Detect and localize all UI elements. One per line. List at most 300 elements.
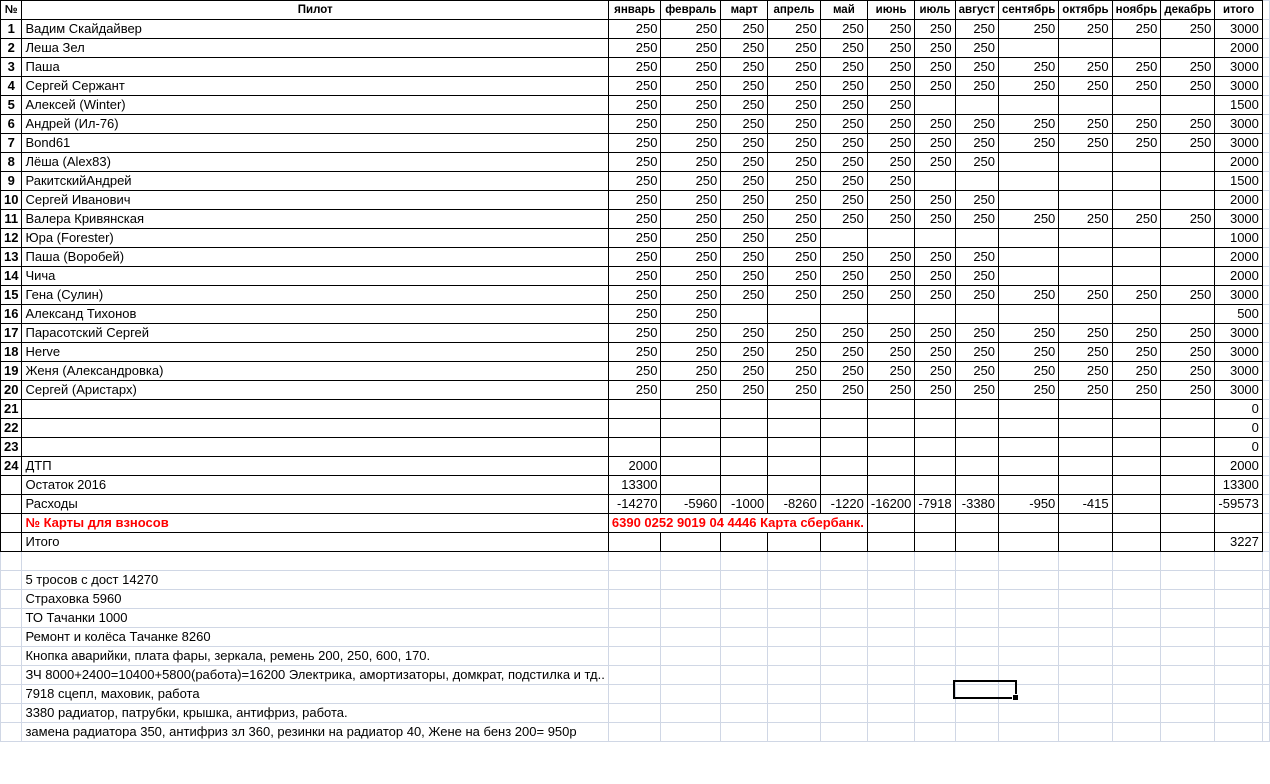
payment-cell[interactable] — [915, 438, 955, 457]
payment-cell[interactable] — [1161, 495, 1215, 514]
payment-cell[interactable] — [1112, 438, 1161, 457]
payment-cell[interactable] — [999, 305, 1059, 324]
empty-cell[interactable] — [1262, 647, 1269, 666]
payment-cell[interactable] — [955, 457, 998, 476]
empty-cell[interactable] — [608, 552, 661, 571]
payment-cell[interactable]: 250 — [721, 191, 768, 210]
empty-cell[interactable] — [867, 685, 914, 704]
payment-cell[interactable]: 250 — [608, 210, 661, 229]
total-cell[interactable]: 1500 — [1215, 96, 1262, 115]
total-cell[interactable]: 3000 — [1215, 343, 1262, 362]
payment-cell[interactable]: 250 — [1161, 20, 1215, 39]
empty-cell[interactable] — [1112, 590, 1161, 609]
empty-cell[interactable] — [661, 571, 721, 590]
empty-cell[interactable] — [1262, 628, 1269, 647]
payment-cell[interactable]: 250 — [915, 77, 955, 96]
payment-cell[interactable]: 250 — [867, 58, 914, 77]
empty-cell[interactable] — [1059, 685, 1112, 704]
payment-cell[interactable]: 250 — [768, 58, 821, 77]
payment-cell[interactable] — [1059, 39, 1112, 58]
cell[interactable] — [608, 533, 661, 552]
payment-cell[interactable] — [1161, 400, 1215, 419]
empty-cell[interactable] — [955, 552, 998, 571]
payment-cell[interactable]: 250 — [955, 115, 998, 134]
payment-cell[interactable]: 250 — [915, 362, 955, 381]
payment-cell[interactable]: 250 — [915, 267, 955, 286]
pilot-name[interactable]: Чича — [22, 267, 608, 286]
payment-cell[interactable]: 250 — [721, 286, 768, 305]
payment-cell[interactable] — [1059, 96, 1112, 115]
payment-cell[interactable] — [768, 476, 821, 495]
payment-cell[interactable]: 250 — [1059, 343, 1112, 362]
empty-cell[interactable] — [1262, 419, 1269, 438]
empty-cell[interactable] — [1, 647, 22, 666]
payment-cell[interactable]: 250 — [1112, 58, 1161, 77]
payment-cell[interactable]: 2000 — [608, 457, 661, 476]
empty-cell[interactable] — [1215, 552, 1262, 571]
payment-cell[interactable] — [1161, 39, 1215, 58]
column-header[interactable]: сентябрь — [999, 1, 1059, 20]
empty-cell[interactable] — [768, 609, 821, 628]
payment-cell[interactable]: 250 — [867, 248, 914, 267]
empty-cell[interactable] — [1262, 191, 1269, 210]
payment-cell[interactable] — [1112, 248, 1161, 267]
empty-cell[interactable] — [915, 571, 955, 590]
row-number[interactable]: 2 — [1, 39, 22, 58]
payment-cell[interactable]: 250 — [1161, 324, 1215, 343]
note-text[interactable]: Страховка 5960 — [22, 590, 608, 609]
payment-cell[interactable]: 250 — [820, 362, 867, 381]
pilot-name[interactable]: Леша Зел — [22, 39, 608, 58]
empty-cell[interactable] — [721, 609, 768, 628]
row-number[interactable]: 23 — [1, 438, 22, 457]
payment-cell[interactable]: 250 — [1059, 134, 1112, 153]
payment-cell[interactable]: 13300 — [608, 476, 661, 495]
payment-cell[interactable]: 250 — [915, 248, 955, 267]
payment-cell[interactable]: 250 — [955, 362, 998, 381]
payment-cell[interactable]: 250 — [768, 229, 821, 248]
column-header[interactable]: май — [820, 1, 867, 20]
empty-cell[interactable] — [820, 723, 867, 742]
cell[interactable] — [768, 533, 821, 552]
empty-cell[interactable] — [1262, 248, 1269, 267]
note-text[interactable]: замена радиатора 350, антифриз зл 360, резинки на радиатор 40, Жене на бенз 200= 950р — [22, 723, 608, 742]
empty-cell[interactable] — [1262, 153, 1269, 172]
payment-cell[interactable]: 250 — [915, 191, 955, 210]
cell[interactable] — [1059, 533, 1112, 552]
payment-cell[interactable] — [1059, 400, 1112, 419]
row-number[interactable]: 9 — [1, 172, 22, 191]
payment-cell[interactable] — [1161, 191, 1215, 210]
payment-cell[interactable]: 250 — [608, 381, 661, 400]
payment-cell[interactable]: 250 — [955, 267, 998, 286]
payment-cell[interactable]: 250 — [915, 210, 955, 229]
payment-cell[interactable]: 250 — [608, 153, 661, 172]
payment-cell[interactable] — [1112, 305, 1161, 324]
pilot-name[interactable]: Парасотский Сергей — [22, 324, 608, 343]
empty-cell[interactable] — [999, 647, 1059, 666]
empty-cell[interactable] — [1112, 723, 1161, 742]
column-header[interactable]: январь — [608, 1, 661, 20]
payment-cell[interactable]: 250 — [820, 20, 867, 39]
empty-cell[interactable] — [768, 590, 821, 609]
payment-cell[interactable]: 250 — [999, 77, 1059, 96]
payment-cell[interactable]: 250 — [999, 58, 1059, 77]
payment-cell[interactable] — [1161, 248, 1215, 267]
payment-cell[interactable]: 250 — [867, 343, 914, 362]
note-text[interactable]: Ремонт и колёса Тачанке 8260 — [22, 628, 608, 647]
payment-cell[interactable]: 250 — [955, 343, 998, 362]
empty-cell[interactable] — [820, 647, 867, 666]
empty-cell[interactable] — [1215, 647, 1262, 666]
payment-cell[interactable]: 250 — [721, 229, 768, 248]
payment-cell[interactable] — [608, 438, 661, 457]
payment-cell[interactable]: 250 — [915, 20, 955, 39]
empty-cell[interactable] — [820, 571, 867, 590]
payment-cell[interactable]: 250 — [1112, 286, 1161, 305]
empty-cell[interactable] — [721, 666, 768, 685]
payment-cell[interactable] — [999, 267, 1059, 286]
payment-cell[interactable]: 250 — [820, 39, 867, 58]
total-cell[interactable]: 1000 — [1215, 229, 1262, 248]
empty-cell[interactable] — [1262, 96, 1269, 115]
pilot-name[interactable]: Расходы — [22, 495, 608, 514]
empty-cell[interactable] — [608, 628, 661, 647]
cell[interactable] — [1059, 514, 1112, 533]
empty-cell[interactable] — [1215, 666, 1262, 685]
pilot-name[interactable]: Лёша (Alex83) — [22, 153, 608, 172]
column-header[interactable]: август — [955, 1, 998, 20]
payment-cell[interactable]: 250 — [915, 115, 955, 134]
payment-cell[interactable]: 250 — [608, 248, 661, 267]
payment-cell[interactable] — [1059, 172, 1112, 191]
payment-cell[interactable]: 250 — [867, 172, 914, 191]
cell[interactable] — [661, 533, 721, 552]
total-cell[interactable]: 3000 — [1215, 210, 1262, 229]
empty-cell[interactable] — [721, 704, 768, 723]
empty-cell[interactable] — [1161, 666, 1215, 685]
empty-cell[interactable] — [1059, 647, 1112, 666]
empty-cell[interactable] — [1112, 609, 1161, 628]
empty-cell[interactable] — [768, 647, 821, 666]
total-cell[interactable]: 2000 — [1215, 267, 1262, 286]
empty-cell[interactable] — [1161, 609, 1215, 628]
payment-cell[interactable]: 250 — [661, 210, 721, 229]
empty-cell[interactable] — [721, 590, 768, 609]
empty-cell[interactable] — [1, 571, 22, 590]
cell[interactable] — [955, 533, 998, 552]
empty-cell[interactable] — [768, 704, 821, 723]
payment-cell[interactable]: 250 — [955, 324, 998, 343]
total-cell[interactable]: 3000 — [1215, 115, 1262, 134]
empty-cell[interactable] — [608, 647, 661, 666]
column-header[interactable]: октябрь — [1059, 1, 1112, 20]
payment-cell[interactable] — [721, 400, 768, 419]
column-header[interactable]: февраль — [661, 1, 721, 20]
payment-cell[interactable]: 250 — [820, 77, 867, 96]
payment-cell[interactable]: 250 — [1112, 381, 1161, 400]
cell[interactable] — [1161, 514, 1215, 533]
payment-cell[interactable]: 250 — [768, 381, 821, 400]
empty-cell[interactable] — [820, 685, 867, 704]
total-cell[interactable]: -59573 — [1215, 495, 1262, 514]
empty-cell[interactable] — [1262, 343, 1269, 362]
pilot-name[interactable]: Женя (Александровка) — [22, 362, 608, 381]
total-cell[interactable]: 2000 — [1215, 191, 1262, 210]
empty-cell[interactable] — [1262, 666, 1269, 685]
payment-cell[interactable] — [1161, 476, 1215, 495]
payment-cell[interactable] — [1112, 476, 1161, 495]
cell[interactable] — [999, 514, 1059, 533]
empty-cell[interactable] — [1112, 647, 1161, 666]
payment-cell[interactable]: 250 — [1059, 77, 1112, 96]
payment-cell[interactable]: 250 — [820, 286, 867, 305]
payment-cell[interactable] — [999, 191, 1059, 210]
payment-cell[interactable]: 250 — [820, 324, 867, 343]
payment-cell[interactable]: 250 — [721, 96, 768, 115]
payment-cell[interactable]: 250 — [608, 39, 661, 58]
row-number[interactable]: 10 — [1, 191, 22, 210]
payment-cell[interactable] — [768, 457, 821, 476]
payment-cell[interactable] — [867, 457, 914, 476]
payment-cell[interactable]: 250 — [999, 20, 1059, 39]
payment-cell[interactable]: 250 — [915, 381, 955, 400]
empty-cell[interactable] — [1262, 552, 1269, 571]
empty-cell[interactable] — [1, 609, 22, 628]
empty-cell[interactable] — [867, 590, 914, 609]
pilot-name[interactable]: Валера Кривянская — [22, 210, 608, 229]
payment-cell[interactable]: 250 — [721, 343, 768, 362]
note-text[interactable]: Кнопка аварийки, плата фары, зеркала, ремень 200, 250, 600, 170. — [22, 647, 608, 666]
empty-cell[interactable] — [1, 552, 22, 571]
pilot-name[interactable]: Юра (Forester) — [22, 229, 608, 248]
row-number[interactable]: 19 — [1, 362, 22, 381]
payment-cell[interactable]: 250 — [1161, 134, 1215, 153]
empty-cell[interactable] — [915, 609, 955, 628]
payment-cell[interactable] — [608, 400, 661, 419]
payment-cell[interactable]: 250 — [915, 134, 955, 153]
payment-cell[interactable]: 250 — [1059, 381, 1112, 400]
payment-cell[interactable]: 250 — [768, 324, 821, 343]
payment-cell[interactable]: 250 — [820, 96, 867, 115]
cell[interactable] — [867, 514, 914, 533]
payment-cell[interactable]: 250 — [1161, 210, 1215, 229]
payment-cell[interactable] — [768, 419, 821, 438]
payment-cell[interactable] — [999, 248, 1059, 267]
payment-cell[interactable]: 250 — [608, 96, 661, 115]
total-cell[interactable]: 3000 — [1215, 20, 1262, 39]
payment-cell[interactable]: 250 — [661, 96, 721, 115]
payment-cell[interactable]: 250 — [1059, 286, 1112, 305]
payment-cell[interactable]: 250 — [955, 39, 998, 58]
payment-cell[interactable] — [1059, 248, 1112, 267]
cell[interactable] — [1215, 514, 1262, 533]
payment-cell[interactable]: 250 — [768, 286, 821, 305]
payment-cell[interactable]: 250 — [661, 39, 721, 58]
payment-cell[interactable]: 250 — [608, 267, 661, 286]
cell[interactable] — [1, 514, 22, 533]
payment-cell[interactable]: 250 — [721, 20, 768, 39]
pilot-name[interactable]: Остаток 2016 — [22, 476, 608, 495]
payment-cell[interactable]: 250 — [608, 324, 661, 343]
empty-cell[interactable] — [1262, 324, 1269, 343]
payment-cell[interactable] — [999, 400, 1059, 419]
empty-cell[interactable] — [1262, 267, 1269, 286]
payment-cell[interactable] — [955, 229, 998, 248]
empty-cell[interactable] — [1059, 666, 1112, 685]
payment-cell[interactable]: 250 — [661, 248, 721, 267]
payment-cell[interactable]: 250 — [608, 305, 661, 324]
payment-cell[interactable]: 250 — [661, 134, 721, 153]
payment-cell[interactable]: 250 — [915, 324, 955, 343]
empty-cell[interactable] — [1215, 571, 1262, 590]
empty-cell[interactable] — [955, 647, 998, 666]
payment-cell[interactable]: 250 — [608, 77, 661, 96]
payment-cell[interactable]: 250 — [867, 77, 914, 96]
payment-cell[interactable]: 250 — [1112, 77, 1161, 96]
row-number[interactable]: 12 — [1, 229, 22, 248]
payment-cell[interactable]: 250 — [721, 362, 768, 381]
payment-cell[interactable]: 250 — [1059, 115, 1112, 134]
empty-cell[interactable] — [915, 552, 955, 571]
empty-cell[interactable] — [867, 609, 914, 628]
payment-cell[interactable]: -14270 — [608, 495, 661, 514]
payment-cell[interactable]: -7918 — [915, 495, 955, 514]
empty-cell[interactable] — [1262, 514, 1269, 533]
total-cell[interactable]: 3000 — [1215, 286, 1262, 305]
payment-cell[interactable] — [1112, 457, 1161, 476]
cell[interactable] — [1161, 533, 1215, 552]
payment-cell[interactable] — [1059, 153, 1112, 172]
empty-cell[interactable] — [608, 723, 661, 742]
payment-cell[interactable] — [955, 305, 998, 324]
pilot-name[interactable]: Паша (Воробей) — [22, 248, 608, 267]
empty-cell[interactable] — [1161, 704, 1215, 723]
payment-cell[interactable] — [867, 438, 914, 457]
card-number[interactable]: 6390 0252 9019 04 4446 Карта сбербанк. — [608, 514, 867, 533]
cell[interactable] — [955, 514, 998, 533]
empty-cell[interactable] — [1161, 590, 1215, 609]
empty-cell[interactable] — [1262, 39, 1269, 58]
empty-cell[interactable] — [1262, 20, 1269, 39]
cell[interactable] — [1112, 514, 1161, 533]
empty-cell[interactable] — [955, 571, 998, 590]
payment-cell[interactable]: 250 — [820, 343, 867, 362]
payment-cell[interactable] — [820, 400, 867, 419]
total-cell[interactable]: 3000 — [1215, 362, 1262, 381]
empty-cell[interactable] — [1262, 495, 1269, 514]
total-cell[interactable]: 3000 — [1215, 77, 1262, 96]
payment-cell[interactable]: 250 — [1112, 20, 1161, 39]
empty-cell[interactable] — [768, 571, 821, 590]
empty-cell[interactable] — [1262, 305, 1269, 324]
payment-cell[interactable]: 250 — [867, 191, 914, 210]
empty-cell[interactable] — [768, 685, 821, 704]
empty-cell[interactable] — [1, 685, 22, 704]
payment-cell[interactable]: 250 — [721, 210, 768, 229]
payment-cell[interactable]: -950 — [999, 495, 1059, 514]
payment-cell[interactable] — [1112, 419, 1161, 438]
payment-cell[interactable]: 250 — [1059, 210, 1112, 229]
payment-cell[interactable]: 250 — [608, 362, 661, 381]
payment-cell[interactable]: 250 — [955, 153, 998, 172]
payment-cell[interactable]: 250 — [867, 96, 914, 115]
empty-cell[interactable] — [915, 685, 955, 704]
payment-cell[interactable] — [721, 457, 768, 476]
pilot-name[interactable]: Александ Тихонов — [22, 305, 608, 324]
empty-cell[interactable] — [1059, 723, 1112, 742]
empty-cell[interactable] — [608, 685, 661, 704]
empty-cell[interactable] — [1161, 571, 1215, 590]
payment-cell[interactable] — [1161, 153, 1215, 172]
empty-cell[interactable] — [1262, 1, 1269, 20]
payment-cell[interactable]: 250 — [999, 362, 1059, 381]
payment-cell[interactable] — [915, 96, 955, 115]
empty-cell[interactable] — [1059, 571, 1112, 590]
payment-cell[interactable] — [1112, 39, 1161, 58]
empty-cell[interactable] — [721, 647, 768, 666]
empty-cell[interactable] — [867, 647, 914, 666]
payment-cell[interactable] — [915, 305, 955, 324]
payment-cell[interactable] — [721, 438, 768, 457]
payment-cell[interactable] — [820, 305, 867, 324]
payment-cell[interactable] — [915, 400, 955, 419]
empty-cell[interactable] — [768, 628, 821, 647]
payment-cell[interactable]: 250 — [955, 58, 998, 77]
payment-cell[interactable]: 250 — [955, 191, 998, 210]
payment-cell[interactable]: 250 — [1161, 362, 1215, 381]
total-cell[interactable]: 0 — [1215, 419, 1262, 438]
empty-cell[interactable] — [820, 609, 867, 628]
row-number[interactable]: 1 — [1, 20, 22, 39]
empty-cell[interactable] — [955, 609, 998, 628]
empty-cell[interactable] — [1059, 552, 1112, 571]
payment-cell[interactable] — [1059, 267, 1112, 286]
empty-cell[interactable] — [955, 590, 998, 609]
payment-cell[interactable] — [1059, 457, 1112, 476]
empty-cell[interactable] — [1059, 628, 1112, 647]
empty-cell[interactable] — [1215, 628, 1262, 647]
empty-cell[interactable] — [661, 609, 721, 628]
row-number[interactable]: 22 — [1, 419, 22, 438]
payment-cell[interactable] — [1112, 172, 1161, 191]
total-cell[interactable]: 2000 — [1215, 457, 1262, 476]
payment-cell[interactable]: 250 — [661, 172, 721, 191]
empty-cell[interactable] — [1262, 172, 1269, 191]
payment-cell[interactable] — [1059, 438, 1112, 457]
empty-cell[interactable] — [867, 571, 914, 590]
empty-cell[interactable] — [721, 685, 768, 704]
payment-cell[interactable] — [661, 438, 721, 457]
payment-cell[interactable]: 250 — [1059, 58, 1112, 77]
payment-cell[interactable] — [1112, 495, 1161, 514]
payment-cell[interactable] — [955, 476, 998, 495]
empty-cell[interactable] — [1, 723, 22, 742]
payment-cell[interactable]: 250 — [1112, 210, 1161, 229]
row-number[interactable]: 24 — [1, 457, 22, 476]
total-cell[interactable]: 13300 — [1215, 476, 1262, 495]
payment-cell[interactable] — [1112, 191, 1161, 210]
payment-cell[interactable] — [999, 419, 1059, 438]
payment-cell[interactable]: 250 — [1112, 362, 1161, 381]
empty-cell[interactable] — [999, 609, 1059, 628]
payment-cell[interactable]: 250 — [608, 58, 661, 77]
empty-cell[interactable] — [1215, 723, 1262, 742]
row-number[interactable]: 4 — [1, 77, 22, 96]
payment-cell[interactable]: 250 — [999, 134, 1059, 153]
payment-cell[interactable]: 250 — [820, 58, 867, 77]
payment-cell[interactable]: 250 — [867, 324, 914, 343]
